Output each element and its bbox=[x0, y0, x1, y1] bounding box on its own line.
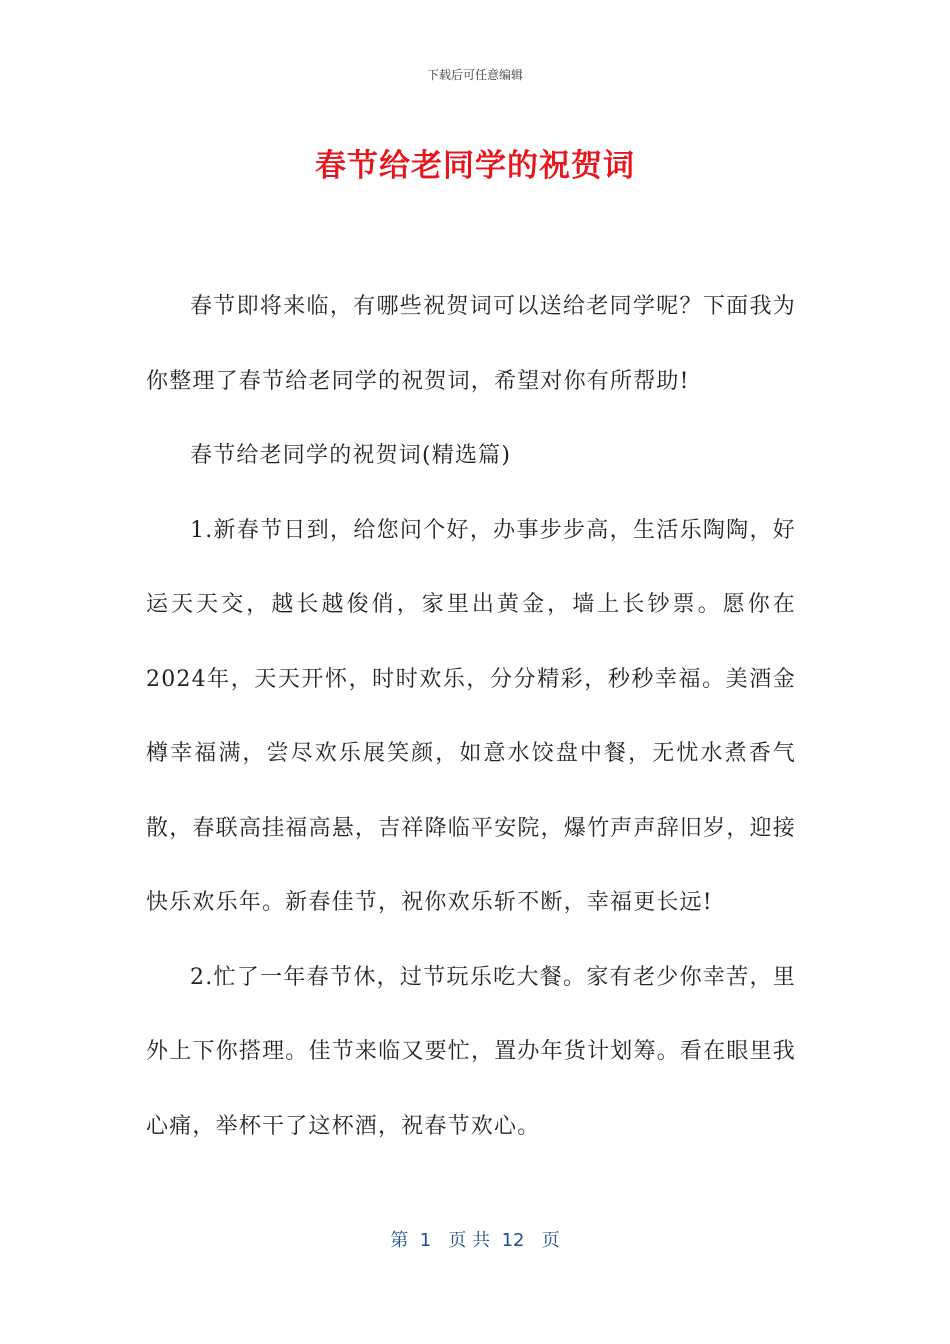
document-title: 春节给老同学的祝贺词 bbox=[315, 148, 635, 184]
header-note: 下载后可任意编辑 bbox=[426, 68, 523, 82]
intro-paragraph: 春节即将来临，有哪些祝贺词可以送给老同学呢？下面我为你整理了春节给老同学的祝贺词，希望对你有所帮助! bbox=[146, 294, 796, 394]
section-heading: 春节给老同学的祝贺词(精选篇) bbox=[190, 443, 512, 468]
document-body bbox=[146, 270, 796, 1164]
wish-paragraph-2: 2.忙了一年春节休，过节玩乐吃大餐。家有老少你幸苦，里外上下你搭理。佳节来临又要忙，置办年货计划筹。看在眼里我心痛，举杯干了这杯酒，祝春节欢心。 bbox=[146, 964, 796, 1139]
wish-paragraph-1: 1.新春节日到，给您问个好，办事步步高，生活乐陶陶，好运天天交，越长越俊俏，家里出黄金，墙上长钞票。愿你在2024年，天天开怀，时时欢乐，分分精彩，秒秒幸福。美酒金樽幸福满，尝尽欢乐展笑颜，如意水饺盘中餐，无忧水煮香气散，春联高挂福高悬，吉祥降临平安院，爆竹声声辞旧岁，迎接快乐欢乐年。新春佳节，祝你欢乐斩不断，幸福更长远! bbox=[146, 517, 796, 915]
page-footer: 第 1 页 共 12 页 bbox=[390, 1230, 560, 1251]
